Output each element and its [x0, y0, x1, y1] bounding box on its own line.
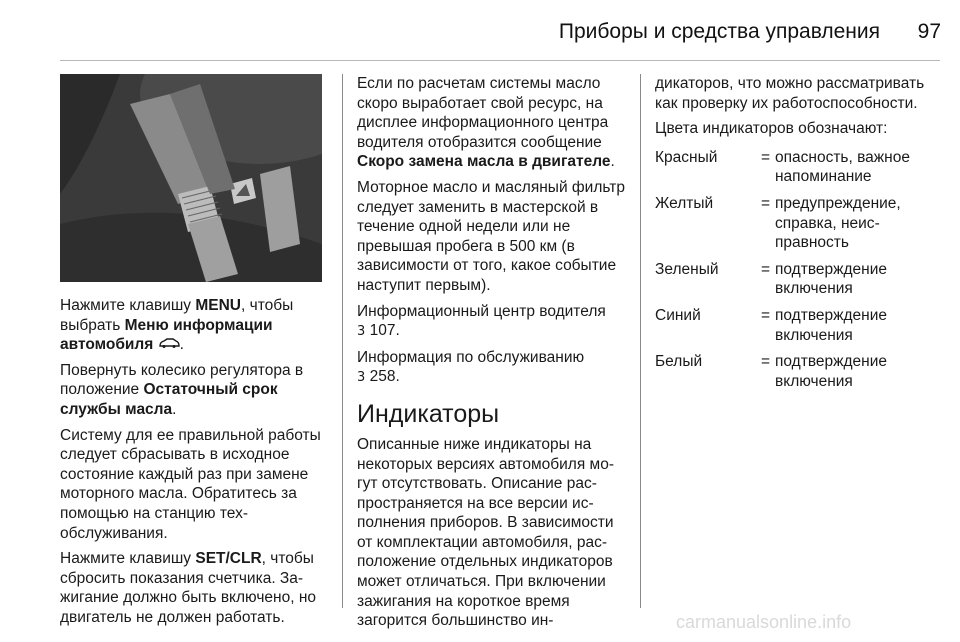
column-divider-1: [342, 74, 343, 608]
color-meaning: предупреждение, справка, неисправность: [775, 194, 901, 252]
section-heading-indicators: Индикаторы: [357, 399, 500, 428]
color-name: Красный: [655, 148, 718, 166]
paragraph-oil-filter: Моторное масло и масляный фильтр следует заменить в мастерской в течение одной недели или не превышая пробега в 500 км (в зависимости от того, какое событие наступит первым).: [357, 178, 625, 294]
page-number: 97: [917, 20, 941, 43]
equals-sign: =: [761, 353, 771, 371]
paragraph-oil-message: Если по расчетам системы масло скоро выработает свой ресурс, на дисплее информационного центра водителя отобразится сообщение Скоро замена масла в двигателе.: [357, 75, 615, 171]
paragraph-turn-wheel: Повернуть колесико регулятора в положение Остаточный срок службы масла.: [60, 361, 304, 419]
reference-driver-info-center: Информационный центр водителя 3 107.: [357, 302, 606, 340]
indicator-colors-table: [655, 148, 940, 399]
paragraph-reset-info: Систему для ее правильной работы следует сбрасывать в исходное состояние каждый раз при замене моторного масла. Обратитесь за помощью на станцию техобслуживания.: [60, 426, 321, 542]
page-header-title: Приборы и средства управления: [558, 20, 880, 43]
table-row: [655, 148, 940, 194]
color-meaning: опасность, важное напоминание: [775, 148, 910, 186]
left-column: [60, 74, 328, 634]
equals-sign: =: [761, 306, 771, 324]
set-clr-key-label: SET/CLR: [195, 550, 262, 568]
reference-service-info: Информация по обслуживанию 3 258.: [357, 348, 585, 386]
table-row: [655, 306, 940, 352]
paragraph-colors-intro: Цвета индикаторов обозначают:: [655, 120, 888, 138]
menu-key-label: MENU: [195, 297, 241, 314]
car-icon: [158, 335, 180, 355]
middle-column: [357, 74, 627, 637]
column-divider-2: [640, 74, 641, 608]
remaining-oil-life-label: Остаточный срок службы масла: [60, 381, 278, 419]
color-meaning: подтверждение включения: [775, 306, 887, 344]
steering-stalk-illustration: [60, 74, 322, 282]
oil-change-soon-message: Скоро замена масла в двигателе: [357, 153, 611, 171]
equals-sign: =: [761, 260, 771, 278]
paragraph-indicator-check: дикаторов, что можно рассматривать как проверку их работоспособности.: [655, 75, 925, 112]
page-reference-arrow-icon: 3: [357, 324, 366, 340]
table-row: [655, 260, 940, 306]
stalk-drawing: [60, 74, 322, 282]
color-name: Желтый: [655, 194, 714, 212]
color-meaning: подтверждение включения: [775, 260, 887, 298]
vehicle-info-menu-label: Меню информации автомобиля: [60, 316, 273, 354]
color-name: Зеленый: [655, 260, 719, 278]
equals-sign: =: [761, 194, 771, 212]
color-name: Белый: [655, 353, 703, 371]
table-row: [655, 352, 940, 398]
paragraph-select-menu: Нажмите клавишу MENU, чтобы выбрать Меню информации автомобиля .: [60, 297, 294, 354]
watermark: carmanualsonline.info: [676, 612, 852, 632]
page-reference-arrow-icon: 3: [357, 370, 366, 386]
right-column: [655, 74, 940, 398]
color-meaning: подтверждение включения: [775, 353, 887, 390]
header-divider: [60, 60, 940, 61]
paragraph-indicators-intro: Описанные ниже индикаторы на некоторых версиях автомобиля могут отсутствовать. Описание распространяется на все версии исполнения приборов. В зависимости от комплектации автомобиля, расположение отдельных индикаторов может отличаться. При включении зажигания на короткое время загорится большинство ин-: [357, 435, 615, 630]
equals-sign: =: [761, 148, 771, 166]
paragraph-reset-counter: Нажмите клавишу SET/CLR, чтобы сбросить показания счетчика. Зажигание должно быть включено, но двигатель не должен работать.: [60, 550, 317, 627]
color-name: Синий: [655, 306, 701, 324]
table-row: [655, 194, 940, 260]
